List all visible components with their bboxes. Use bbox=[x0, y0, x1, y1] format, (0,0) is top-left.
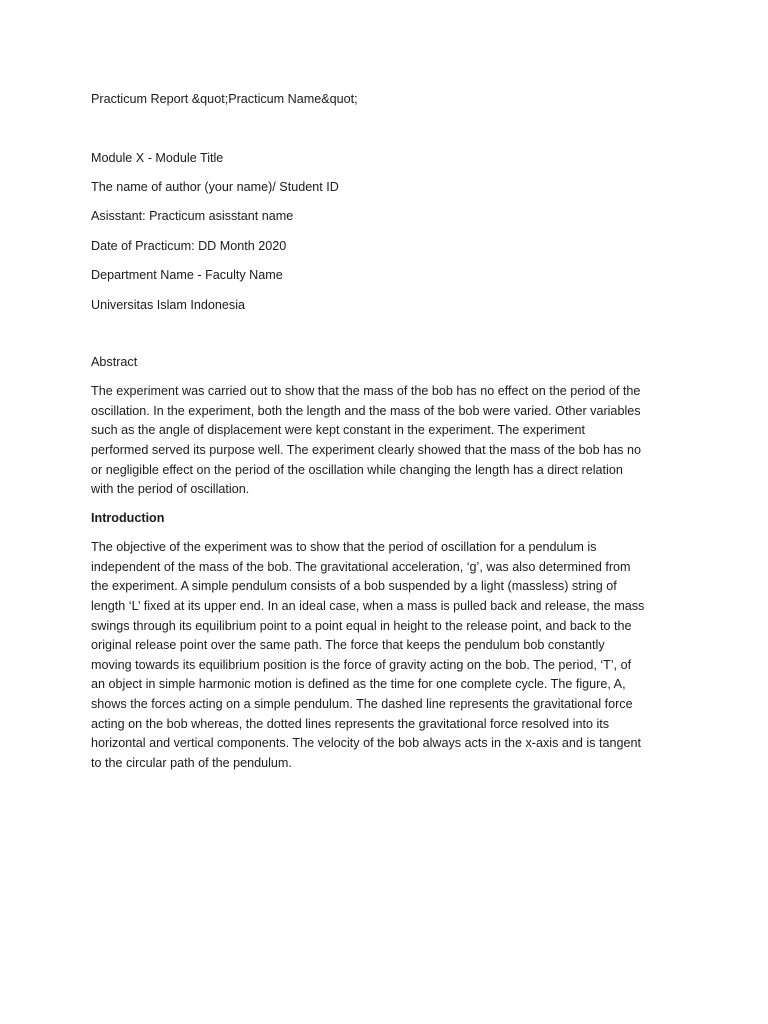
abstract-line: oscillation. In the experiment, both the length and the mass of the bob were varied. Other variables bbox=[91, 403, 641, 418]
abstract-heading: Abstract bbox=[91, 355, 138, 370]
introduction-line: to the circular path of the pendulum. bbox=[91, 755, 292, 770]
introduction-line: the experiment. A simple pendulum consists of a bob suspended by a light (massless) string of bbox=[91, 579, 617, 594]
introduction-line: length ‘L’ fixed at its upper end. In an ideal case, when a mass is pulled back and release, the mass bbox=[91, 598, 645, 613]
introduction-line: shows the forces acting on a simple pendulum. The dashed line represents the gravitational force bbox=[91, 696, 633, 711]
introduction-line: original release point over the same path. The force that keeps the pendulum bob constantly bbox=[91, 638, 605, 653]
abstract-paragraph bbox=[91, 382, 681, 500]
introduction-line: The objective of the experiment was to show that the period of oscillation for a pendulum is bbox=[91, 540, 597, 555]
date-line: Date of Practicum: DD Month 2020 bbox=[91, 238, 287, 253]
assistant-line: Asisstant: Practicum asisstant name bbox=[91, 209, 294, 224]
introduction-line: independent of the mass of the bob. The gravitational acceleration, ‘g’, was also determined from bbox=[91, 559, 631, 574]
introduction-line: swings through its equilibrium point to a point equal in height to the release point, and back to the bbox=[91, 618, 632, 633]
introduction-paragraph bbox=[91, 538, 681, 773]
abstract-line: or negligible effect on the period of the oscillation while changing the length has a direct relation bbox=[91, 462, 623, 477]
abstract-line: such as the angle of displacement were kept constant in the experiment. The experiment bbox=[91, 423, 586, 438]
abstract-line: The experiment was carried out to show that the mass of the bob has no effect on the period of the bbox=[91, 384, 641, 399]
university-line: Universitas Islam Indonesia bbox=[91, 297, 245, 312]
abstract-line: with the period of oscillation. bbox=[91, 482, 250, 497]
introduction-line: acting on the bob whereas, the dotted lines represents the gravitational force resolved into its bbox=[91, 716, 610, 731]
author-line: The name of author (your name)/ Student ID bbox=[91, 179, 339, 194]
introduction-line: an object in simple harmonic motion is defined as the time for one complete cycle. The figure, A, bbox=[91, 677, 626, 692]
document-body bbox=[91, 90, 681, 783]
introduction-heading: Introduction bbox=[91, 511, 165, 526]
introduction-line: moving towards its equilibrium position is the force of gravity acting on the bob. The period, ‘T’, of bbox=[91, 657, 632, 672]
document-title: Practicum Report &quot;Practicum Name&quot; bbox=[91, 92, 358, 106]
module-line: Module X - Module Title bbox=[91, 150, 224, 165]
abstract-line: performed served its purpose well. The experiment clearly showed that the mass of the bob has no bbox=[91, 442, 641, 457]
introduction-line: horizontal and vertical components. The velocity of the bob always acts in the x-axis and is tangent bbox=[91, 736, 641, 751]
department-line: Department Name - Faculty Name bbox=[91, 268, 283, 283]
